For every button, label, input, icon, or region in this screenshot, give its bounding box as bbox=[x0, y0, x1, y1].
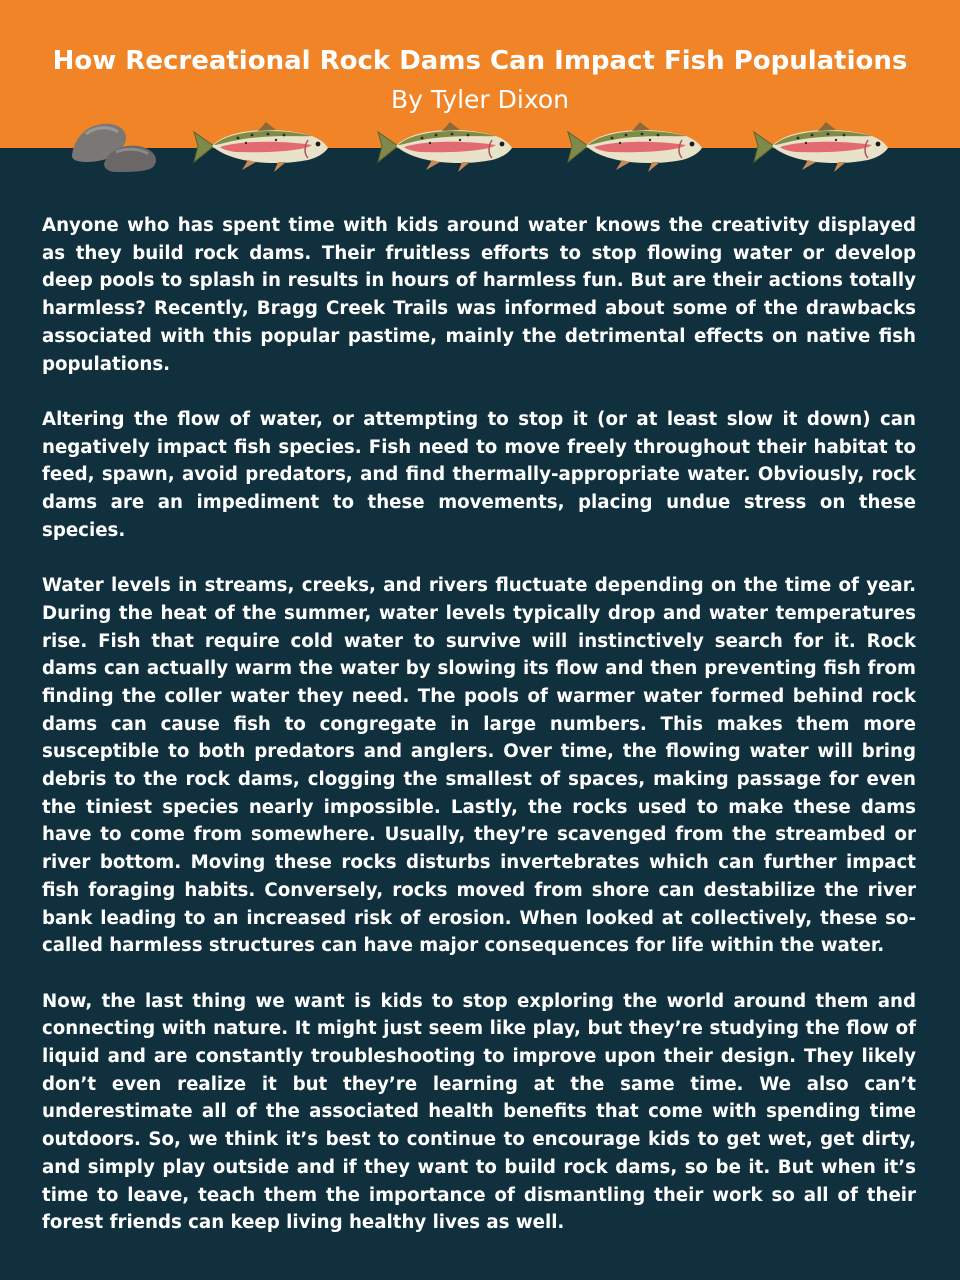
article-title: How Recreational Rock Dams Can Impact Fish Populations bbox=[52, 46, 908, 76]
rocks-icon bbox=[72, 124, 156, 172]
article-paragraph: Water levels in streams, creeks, and rivers fluctuate depending on the time of year. During the heat of the summer, water levels typically drop and water temperatures rise. Fish that require cold water to survive will instinctively search for it. Rock dams can actually warm the water by slowing its flow and then preventing fish from finding the coller water they need. The pools of warmer water formed behind rock dams can cause fish to congregate in large numbers. This makes them more susceptible to both predators and anglers. Over time, the flowing water will bring debris to the rock dams, clogging the smallest of spaces, making passage for even the tiniest species nearly impossible. Lastly, the rocks used to make these dams have to come from somewhere. Usually, they’re scavenged from the streambed or river bottom. Moving these rocks disturbs invertebrates which can further impact fish foraging habits. Conversely, rocks moved from shore can destabilize the river bank leading to an increased risk of erosion. When looked at collectively, these so-called harmless structures can have major consequences for life within the water. bbox=[42, 575, 916, 957]
article-byline: By Tyler Dixon bbox=[391, 85, 569, 114]
trout-icon bbox=[378, 122, 512, 172]
article-paragraph: Now, the last thing we want is kids to stop exploring the world around them and connecting with nature. It might just seem like play, but they’re studying the flow of liquid and are constantly troubleshooting to improve upon their design. They likely don’t even realize it but they’re learning at the same time. We also can’t underestimate all of the associated health benefits that come with spending time outdoors. So, we think it’s best to continue to encourage kids to get wet, get dirty, and simply play outside and if they want to build rock dams, so be it. But when it’s time to leave, teach them the importance of dismantling their work so all of their forest friends can keep living healthy lives as well. bbox=[42, 990, 916, 1234]
trout-icon bbox=[194, 122, 328, 172]
decoration-strip bbox=[0, 112, 960, 182]
trout-icon bbox=[568, 122, 702, 172]
article-body bbox=[42, 212, 916, 1265]
trout-icon bbox=[754, 122, 888, 172]
article-paragraph: Altering the flow of water, or attempting to stop it (or at least slow it down) can negatively impact fish species. Fish need to move freely throughout their habitat to feed, spawn, avoid predators, and find thermally-appropriate water. Obviously, rock dams are an impediment to these movements, placing undue stress on these species. bbox=[42, 408, 916, 541]
article-paragraph: Anyone who has spent time with kids around water knows the creativity displayed as they build rock dams. Their fruitless efforts to stop flowing water or develop deep pools to splash in results in hours of harmless fun. But are their actions totally harmless? Recently, Bragg Creek Trails was informed about some of the drawbacks associated with this popular pastime, mainly the detrimental effects on native fish populations. bbox=[42, 215, 916, 375]
